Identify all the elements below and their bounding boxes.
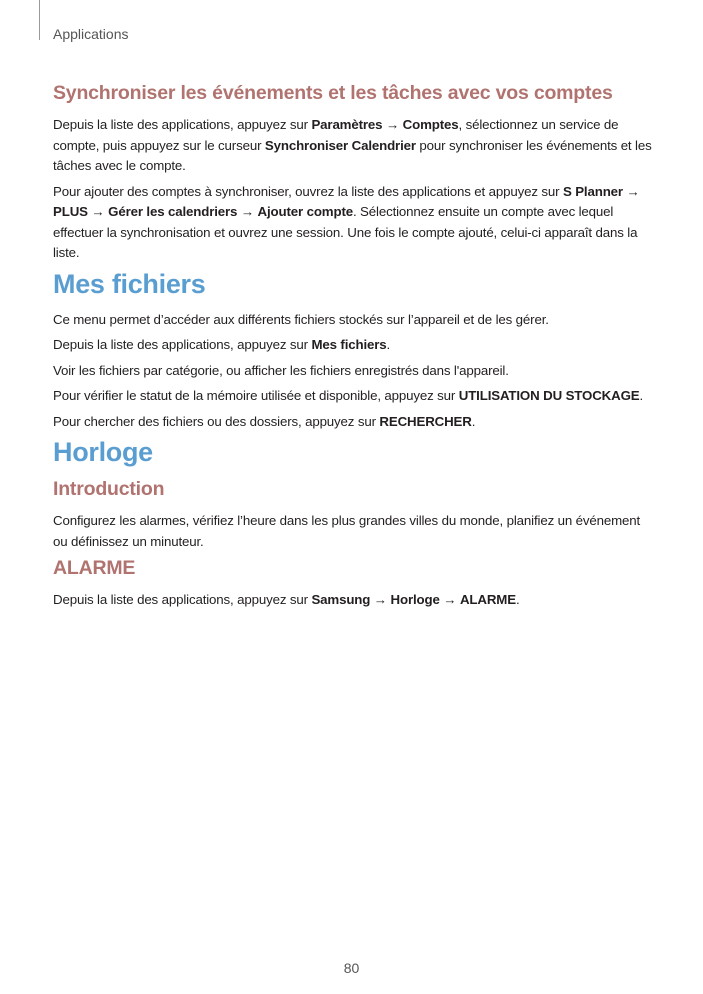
sync-heading: Synchroniser les événements et les tâches avec vos comptes: [53, 82, 613, 104]
files-paragraph-3: Voir les fichiers par catégorie, ou afficher les fichiers enregistrés dans l'appareil.: [53, 362, 509, 378]
menu-path-add-account: Ajouter compte: [257, 204, 353, 219]
sync-paragraph-1: [53, 115, 653, 177]
intro-paragraph: Configurez les alarmes, vérifiez l’heure dans les plus grandes villes du monde, planifiez un événement ou définissez un minuteur.: [53, 513, 641, 549]
text: .: [515, 592, 520, 607]
files-heading: Mes fichiers: [53, 268, 206, 299]
text: Depuis la liste des applications, appuyez sur: [53, 592, 312, 607]
text: pour synchroniser les événements et les tâches avec le compte.: [53, 137, 652, 173]
arrow: →: [622, 183, 640, 199]
text: .: [471, 413, 476, 429]
menu-path-accounts: Comptes: [402, 117, 459, 132]
menu-path-samsung: Samsung: [311, 592, 371, 607]
files-paragraph-4: [53, 386, 653, 407]
menu-path-sync-calendar: Synchroniser Calendrier: [264, 137, 416, 153]
page-content: [53, 82, 653, 616]
text: . Sélectionnez ensuite un compte avec lequel effectuer la synchronisation et ouvrez une session. Une fois le compte ajouté, celui-ci apparaît dans la liste.: [53, 204, 638, 260]
menu-path-search: RECHERCHER: [379, 413, 472, 429]
text: Depuis la liste des applications, appuyez sur: [53, 337, 312, 352]
sync-paragraph-2: [53, 182, 653, 264]
alarm-paragraph: [53, 590, 653, 611]
menu-path-storage-usage: UTILISATION DU STOCKAGE: [458, 388, 640, 403]
arrow: →: [87, 204, 109, 219]
text: Pour ajouter des comptes à synchroniser, ouvrez la liste des applications et appuyez sur: [53, 183, 563, 199]
text: , sélectionnez un service de compte, puis appuyez sur le curseur: [53, 117, 619, 153]
menu-path-alarm: ALARME: [459, 592, 516, 607]
alarm-heading: ALARME: [53, 557, 136, 579]
menu-path-my-files: Mes fichiers: [311, 337, 387, 352]
menu-path-settings: Paramètres: [311, 117, 383, 132]
files-paragraph-5: [53, 412, 653, 433]
arrow: →: [370, 592, 391, 607]
arrow: →: [237, 204, 258, 219]
text: .: [386, 337, 391, 352]
menu-path-plus: PLUS: [53, 204, 88, 219]
header-rule: [39, 0, 40, 40]
menu-path-clock: Horloge: [390, 592, 440, 607]
menu-path-manage-calendars: Gérer les calendriers: [108, 204, 238, 219]
page-number: 80: [343, 960, 360, 976]
text: Depuis la liste des applications, appuyez sur: [53, 117, 312, 132]
arrow: →: [382, 117, 403, 132]
text: Pour chercher des fichiers ou des dossiers, appuyez sur: [53, 413, 380, 429]
intro-heading: Introduction: [53, 478, 165, 500]
arrow: →: [439, 592, 460, 607]
text: Pour vérifier le statut de la mémoire utilisée et disponible, appuyez sur: [53, 388, 459, 403]
section-header: Applications: [53, 26, 129, 42]
files-paragraph-1: Ce menu permet d’accéder aux différents fichiers stockés sur l’appareil et de les gérer.: [53, 311, 549, 327]
menu-path-s-planner: S Planner: [562, 183, 623, 199]
clock-heading: Horloge: [53, 437, 153, 467]
files-paragraph-2: [53, 335, 653, 356]
text: .: [639, 388, 644, 403]
